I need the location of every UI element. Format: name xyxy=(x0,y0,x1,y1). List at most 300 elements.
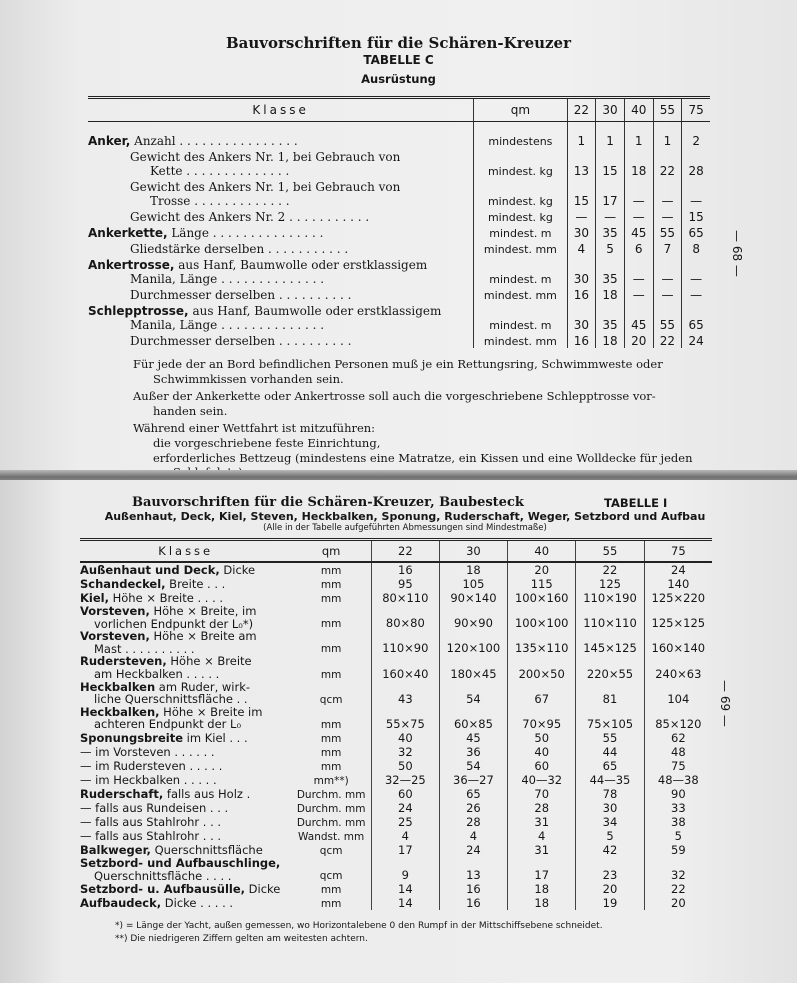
value-cell: 45 xyxy=(624,224,653,240)
row-text: Höhe × Breite, im xyxy=(149,604,257,618)
value-cell: 110×90 xyxy=(371,630,439,655)
value-cell: 70 xyxy=(508,787,576,801)
table-row xyxy=(80,773,712,787)
table-row xyxy=(88,122,710,149)
row-label-line xyxy=(80,760,291,773)
row-label xyxy=(80,591,291,605)
value-cell: 55 xyxy=(653,224,682,240)
class-header: 40 xyxy=(624,98,653,122)
value-cell: — xyxy=(624,208,653,224)
table-label: TABELLE C xyxy=(363,53,434,67)
unit-cell: mm xyxy=(320,643,342,656)
table-row xyxy=(80,801,712,815)
table-row xyxy=(80,605,712,630)
table-row xyxy=(80,829,712,843)
class-header: 55 xyxy=(653,98,682,122)
value-cell: 25 xyxy=(371,815,439,829)
value-cell: 19 xyxy=(576,896,644,910)
value-cell: 35 xyxy=(596,224,625,240)
row-label-line xyxy=(88,210,473,224)
row-label xyxy=(80,882,291,896)
row-label-line xyxy=(88,334,473,348)
value-cell: 60 xyxy=(371,787,439,801)
row-label-line xyxy=(80,592,291,605)
row-label xyxy=(80,787,291,801)
value-cell: 4 xyxy=(371,829,439,843)
unit-cell: mindest. kg xyxy=(474,208,567,224)
row-lead: Kiel, xyxy=(80,590,109,605)
value-cell: 16 xyxy=(567,286,596,302)
table-label: TABELLE I xyxy=(604,496,668,510)
value-cell: 95 xyxy=(371,577,439,591)
value-cell: 18 xyxy=(624,148,653,178)
value-cell: 18 xyxy=(439,562,507,577)
row-label-line xyxy=(88,134,473,148)
value-cell: 17 xyxy=(596,178,625,208)
top-page xyxy=(0,0,797,476)
row-label xyxy=(80,562,291,577)
row-lead: Anker, xyxy=(88,134,131,148)
value-cell: 48 xyxy=(644,745,712,759)
value-cell: 2 xyxy=(682,122,710,149)
equipment-table xyxy=(88,96,710,348)
value-cell: 45 xyxy=(624,302,653,332)
value-cell: 54 xyxy=(439,681,507,706)
value-cell: 110×110 xyxy=(576,605,644,630)
value-cell: 5 xyxy=(596,240,625,256)
value-cell: 15 xyxy=(596,148,625,178)
value-cell: 30 xyxy=(576,801,644,815)
value-cell: — xyxy=(653,208,682,224)
row-label-line: Manila, Länge . . . . . . . . . . . . . . xyxy=(130,272,325,286)
table-row xyxy=(80,745,712,759)
value-cell: 125×125 xyxy=(644,605,712,630)
value-cell: 65 xyxy=(439,787,507,801)
value-cell: 65 xyxy=(682,302,710,332)
row-text: — falls aus Rundeisen . . . xyxy=(80,800,229,815)
unit-cell: mm xyxy=(320,898,342,911)
value-cell: 20 xyxy=(576,882,644,896)
row-lead: Ankertrosse, xyxy=(88,258,175,272)
value-cell: 24 xyxy=(439,843,507,857)
row-label-line xyxy=(80,816,291,829)
class-header: 30 xyxy=(439,540,507,563)
value-cell: 220×55 xyxy=(576,655,644,680)
row-label xyxy=(80,681,291,706)
row-label xyxy=(88,256,474,286)
value-cell: 145×125 xyxy=(576,630,644,655)
unit-cell: mindest. m xyxy=(474,256,567,286)
table-row xyxy=(80,882,712,896)
value-cell: 24 xyxy=(371,801,439,815)
row-label xyxy=(80,896,291,910)
row-lead: Setzbord- und Aufbauschlinge, xyxy=(80,855,281,870)
value-cell: 17 xyxy=(371,843,439,857)
row-label xyxy=(88,208,474,224)
value-cell: 33 xyxy=(644,801,712,815)
row-label xyxy=(88,286,474,302)
value-cell: 4 xyxy=(508,829,576,843)
page-number: — 68 — xyxy=(730,230,744,277)
value-cell: 15 xyxy=(567,178,596,208)
row-lead: Balkweger, xyxy=(80,842,151,857)
value-cell: 55 xyxy=(653,302,682,332)
value-cell: 35 xyxy=(596,302,625,332)
row-text: falls aus Holz . xyxy=(163,786,251,801)
row-text: Dicke xyxy=(219,562,256,577)
value-cell: 23 xyxy=(576,857,644,882)
unit-cell: Durchm. mm xyxy=(296,788,366,801)
class-header: 75 xyxy=(682,98,710,122)
table-row xyxy=(88,302,710,332)
row-lead: Ruderschaft, xyxy=(80,786,164,801)
unit-cell: mm xyxy=(320,732,342,745)
unit-cell: Durchm. mm xyxy=(296,802,366,815)
note-line: erforderliches Bettzeug (mindestens eine Matratze, ein Kissen und eine Wolldecke für jeden xyxy=(153,450,693,465)
row-text: Anzahl . . . . . . . . . . . . . . . . xyxy=(130,134,298,148)
row-text: Gewicht des Ankers Nr. 2 . . . . . . . . . . . xyxy=(130,210,370,224)
row-lead: Außenhaut und Deck, xyxy=(80,562,220,577)
value-cell: 44—35 xyxy=(576,773,644,787)
value-cell: 32—25 xyxy=(371,773,439,787)
row-label-line xyxy=(80,844,291,857)
row-label-line xyxy=(88,150,473,164)
value-cell: 36 xyxy=(439,745,507,759)
footnote: **) Die niedrigeren Ziffern gelten am weitesten achtern. xyxy=(115,934,368,944)
row-text: Durchmesser derselben . . . . . . . . . . xyxy=(130,288,352,302)
row-label-line xyxy=(80,605,291,618)
row-lead: Heckbalken, xyxy=(80,704,160,719)
unit-cell: mindest. kg xyxy=(474,148,567,178)
page-number: — 69 — xyxy=(718,680,732,727)
klasse-header: Klasse xyxy=(80,540,291,563)
value-cell: 160×40 xyxy=(371,655,439,680)
unit-cell: mm xyxy=(320,579,342,591)
value-cell: 67 xyxy=(508,681,576,706)
value-cell: 55 xyxy=(576,731,644,745)
value-cell: 16 xyxy=(371,562,439,577)
value-cell: 34 xyxy=(576,815,644,829)
row-text: Höhe × Breite xyxy=(166,654,252,669)
table-subtitle: Ausrüstung xyxy=(361,72,436,86)
value-cell: 20 xyxy=(508,562,576,577)
value-cell: 110×190 xyxy=(576,591,644,605)
row-label-line xyxy=(80,774,291,787)
value-cell: 90×90 xyxy=(439,605,507,630)
row-label-line xyxy=(80,802,291,815)
row-label-line xyxy=(80,578,291,591)
table-row xyxy=(80,857,712,882)
value-cell: 42 xyxy=(576,843,644,857)
value-cell: 100×160 xyxy=(508,591,576,605)
value-cell: 85×120 xyxy=(644,706,712,731)
value-cell: 40 xyxy=(371,731,439,745)
row-label xyxy=(88,148,474,178)
value-cell: 20 xyxy=(644,896,712,910)
value-cell: 50 xyxy=(371,759,439,773)
table-row xyxy=(80,562,712,577)
value-cell: 20 xyxy=(624,332,653,348)
row-label-line xyxy=(88,180,473,194)
unit-cell: mm xyxy=(320,668,342,681)
value-cell: 17 xyxy=(508,857,576,882)
value-cell: — xyxy=(653,256,682,286)
table-row xyxy=(80,630,712,655)
row-label-line xyxy=(80,732,291,745)
value-cell: 40 xyxy=(508,745,576,759)
row-lead: Setzbord- u. Aufbausülle, xyxy=(80,881,245,896)
value-cell: 32 xyxy=(371,745,439,759)
row-label xyxy=(80,829,291,843)
row-text: Querschnittsfläche xyxy=(150,842,263,857)
row-label xyxy=(80,706,291,731)
page-title: Bauvorschriften für die Schären-Kreuzer, Baubesteck xyxy=(132,495,524,510)
value-cell: 70×95 xyxy=(508,706,576,731)
value-cell: 16 xyxy=(567,332,596,348)
value-cell: 48—38 xyxy=(644,773,712,787)
row-label-line: Manila, Länge . . . . . . . . . . . . . . xyxy=(130,318,325,332)
unit-cell: mm**) xyxy=(313,774,349,787)
table-row xyxy=(80,706,712,731)
value-cell: 31 xyxy=(508,843,576,857)
row-label xyxy=(80,577,291,591)
unit-cell: mm xyxy=(320,565,342,577)
value-cell: 81 xyxy=(576,681,644,706)
unit-header: qm xyxy=(474,98,567,122)
value-cell: 35 xyxy=(596,256,625,286)
row-label xyxy=(88,122,474,149)
value-cell: 115 xyxy=(508,577,576,591)
value-cell: 6 xyxy=(624,240,653,256)
value-cell: 32 xyxy=(644,857,712,882)
row-text: am Ruder, wirk- xyxy=(155,679,251,694)
row-label-line xyxy=(80,857,291,870)
value-cell: 140 xyxy=(644,577,712,591)
value-cell: 13 xyxy=(567,148,596,178)
row-lead: Rudersteven, xyxy=(80,654,167,669)
value-cell: 125×220 xyxy=(644,591,712,605)
row-text: Höhe × Breite . . . . xyxy=(108,590,224,605)
table-row xyxy=(80,577,712,591)
value-cell: 90×140 xyxy=(439,591,507,605)
row-lead: Schlepptrosse, xyxy=(88,304,189,318)
table-row xyxy=(88,148,710,178)
row-lead: Ankerkette, xyxy=(88,226,168,240)
row-label-line xyxy=(88,288,473,302)
table-row xyxy=(80,896,712,910)
value-cell: 1 xyxy=(567,122,596,149)
value-cell: 36—27 xyxy=(439,773,507,787)
unit-cell: mm xyxy=(320,718,342,731)
table-row xyxy=(80,655,712,680)
table-row xyxy=(88,178,710,208)
value-cell: 24 xyxy=(644,562,712,577)
row-text: im Kiel . . . xyxy=(183,730,248,745)
value-cell: 65 xyxy=(682,224,710,240)
value-cell: — xyxy=(624,286,653,302)
value-cell: 65 xyxy=(576,759,644,773)
row-text: Höhe × Breite im xyxy=(159,704,263,719)
table-row xyxy=(88,332,710,348)
value-cell: 105 xyxy=(439,577,507,591)
value-cell: — xyxy=(624,178,653,208)
value-cell: 30 xyxy=(567,256,596,286)
value-cell: 45 xyxy=(439,731,507,745)
value-cell: 13 xyxy=(439,857,507,882)
row-label-line xyxy=(80,630,291,643)
value-cell: 80×110 xyxy=(371,591,439,605)
row-text: — falls aus Stahlrohr . . . xyxy=(80,814,222,829)
value-cell: — xyxy=(682,178,710,208)
row-text: Durchmesser derselben . . . . . . . . . . xyxy=(130,334,352,348)
value-cell: 75 xyxy=(644,759,712,773)
row-text: Dicke . . . . . xyxy=(161,895,234,910)
unit-cell: mindest. kg xyxy=(474,178,567,208)
row-label xyxy=(80,731,291,745)
row-label-line: vorlichen Endpunkt der L₀*) xyxy=(94,616,254,631)
value-cell: 18 xyxy=(596,332,625,348)
row-label xyxy=(80,655,291,680)
row-lead: Sponungsbreite xyxy=(80,730,183,745)
value-cell: 16 xyxy=(439,882,507,896)
value-cell: 4 xyxy=(439,829,507,843)
row-label xyxy=(80,815,291,829)
value-cell: 60×85 xyxy=(439,706,507,731)
value-cell: 18 xyxy=(508,882,576,896)
class-header: 30 xyxy=(596,98,625,122)
value-cell: — xyxy=(624,256,653,286)
table-row xyxy=(88,240,710,256)
value-cell: 200×50 xyxy=(508,655,576,680)
row-label-line xyxy=(88,304,473,318)
value-cell: 54 xyxy=(439,759,507,773)
row-text: Gewicht des Ankers Nr. 1, bei Gebrauch von xyxy=(130,180,401,194)
row-text: Gewicht des Ankers Nr. 1, bei Gebrauch von xyxy=(130,150,401,164)
unit-cell: Wandst. mm xyxy=(298,830,365,843)
row-label xyxy=(80,773,291,787)
row-label xyxy=(88,302,474,332)
value-cell: 43 xyxy=(371,681,439,706)
value-cell: 5 xyxy=(576,829,644,843)
row-label xyxy=(80,843,291,857)
value-cell: 50 xyxy=(508,731,576,745)
row-text: Dicke xyxy=(245,881,281,896)
page-title: Bauvorschriften für die Schären-Kreuzer xyxy=(225,34,572,52)
unit-cell: mm xyxy=(320,760,342,773)
row-label-line xyxy=(80,830,291,843)
row-label-line xyxy=(80,564,291,577)
unit-header: qm xyxy=(291,540,371,563)
value-cell: 31 xyxy=(508,815,576,829)
row-label-line: liche Querschnittsfläche . . xyxy=(94,692,248,707)
unit-cell: qcm xyxy=(319,870,343,883)
row-lead: Aufbaudeck, xyxy=(80,895,162,910)
table-row xyxy=(80,843,712,857)
value-cell: 125 xyxy=(576,577,644,591)
row-text: Höhe × Breite am xyxy=(149,629,257,644)
value-cell: 28 xyxy=(508,801,576,815)
row-label-line: Mast . . . . . . . . . . xyxy=(94,641,195,656)
row-text: aus Hanf, Baumwolle oder erstklassigem xyxy=(174,258,428,272)
row-label-line xyxy=(80,897,291,910)
value-cell: 90 xyxy=(644,787,712,801)
value-cell: 40—32 xyxy=(508,773,576,787)
table-row xyxy=(88,224,710,240)
value-cell: 30 xyxy=(567,302,596,332)
note-line: die vorgeschriebene feste Einrichtung, xyxy=(153,435,381,450)
value-cell: 38 xyxy=(644,815,712,829)
row-label xyxy=(80,745,291,759)
value-cell: — xyxy=(567,208,596,224)
row-label-line xyxy=(80,883,291,896)
value-cell: 104 xyxy=(644,681,712,706)
unit-cell: mindest. m xyxy=(474,302,567,332)
value-cell: 180×45 xyxy=(439,655,507,680)
row-label xyxy=(88,224,474,240)
row-text: — im Heckbalken . . . . . xyxy=(80,772,217,787)
table-row xyxy=(88,286,710,302)
unit-cell: mm xyxy=(320,746,342,759)
unit-cell: Durchm. mm xyxy=(296,816,366,829)
row-text: Breite . . . xyxy=(165,576,226,591)
value-cell: — xyxy=(682,286,710,302)
value-cell: 16 xyxy=(439,896,507,910)
value-cell: — xyxy=(596,208,625,224)
note-line: handen sein. xyxy=(153,403,228,418)
class-header: 22 xyxy=(371,540,439,563)
row-label-line xyxy=(88,242,473,256)
unit-cell: mindest. mm xyxy=(474,332,567,348)
note-line: Schwimmkissen vorhanden sein. xyxy=(153,371,344,386)
unit-cell: mm xyxy=(320,884,342,897)
row-label xyxy=(80,759,291,773)
value-cell: 30 xyxy=(567,224,596,240)
value-cell: 62 xyxy=(644,731,712,745)
row-text: aus Hanf, Baumwolle oder erstklassigem xyxy=(188,304,442,318)
row-label-line: am Heckbalken . . . . . xyxy=(94,666,220,681)
value-cell: 14 xyxy=(371,896,439,910)
class-header: 55 xyxy=(576,540,644,563)
value-cell: 60 xyxy=(508,759,576,773)
value-cell: 14 xyxy=(371,882,439,896)
row-text: — im Vorsteven . . . . . . xyxy=(80,744,215,759)
row-lead: Schandeckel, xyxy=(80,576,166,591)
value-cell: 24 xyxy=(682,332,710,348)
value-cell: 15 xyxy=(682,208,710,224)
table-row xyxy=(88,256,710,286)
value-cell: 22 xyxy=(653,332,682,348)
value-cell: 120×100 xyxy=(439,630,507,655)
row-label-line xyxy=(80,746,291,759)
value-cell: 8 xyxy=(682,240,710,256)
value-cell: 9 xyxy=(371,857,439,882)
value-cell: 1 xyxy=(653,122,682,149)
row-text: — falls aus Stahlrohr . . . xyxy=(80,828,222,843)
class-header: 22 xyxy=(567,98,596,122)
unit-cell: mm xyxy=(320,618,342,631)
row-label-line: Trosse . . . . . . . . . . . . . xyxy=(150,194,290,208)
value-cell: 78 xyxy=(576,787,644,801)
value-cell: 22 xyxy=(653,148,682,178)
row-label-line: Kette . . . . . . . . . . . . . . xyxy=(150,164,290,178)
note-line: Außer der Ankerkette oder Ankertrosse soll auch die vorgeschriebene Schlepptrosse vor- xyxy=(133,389,656,404)
table-row xyxy=(80,815,712,829)
row-label-line xyxy=(80,788,291,801)
note-line: Während einer Wettfahrt ist mitzuführen: xyxy=(133,421,376,436)
value-cell: 18 xyxy=(508,896,576,910)
unit-cell: qcm xyxy=(319,844,343,857)
row-text: Gliedstärke derselben . . . . . . . . . . . xyxy=(130,242,349,256)
